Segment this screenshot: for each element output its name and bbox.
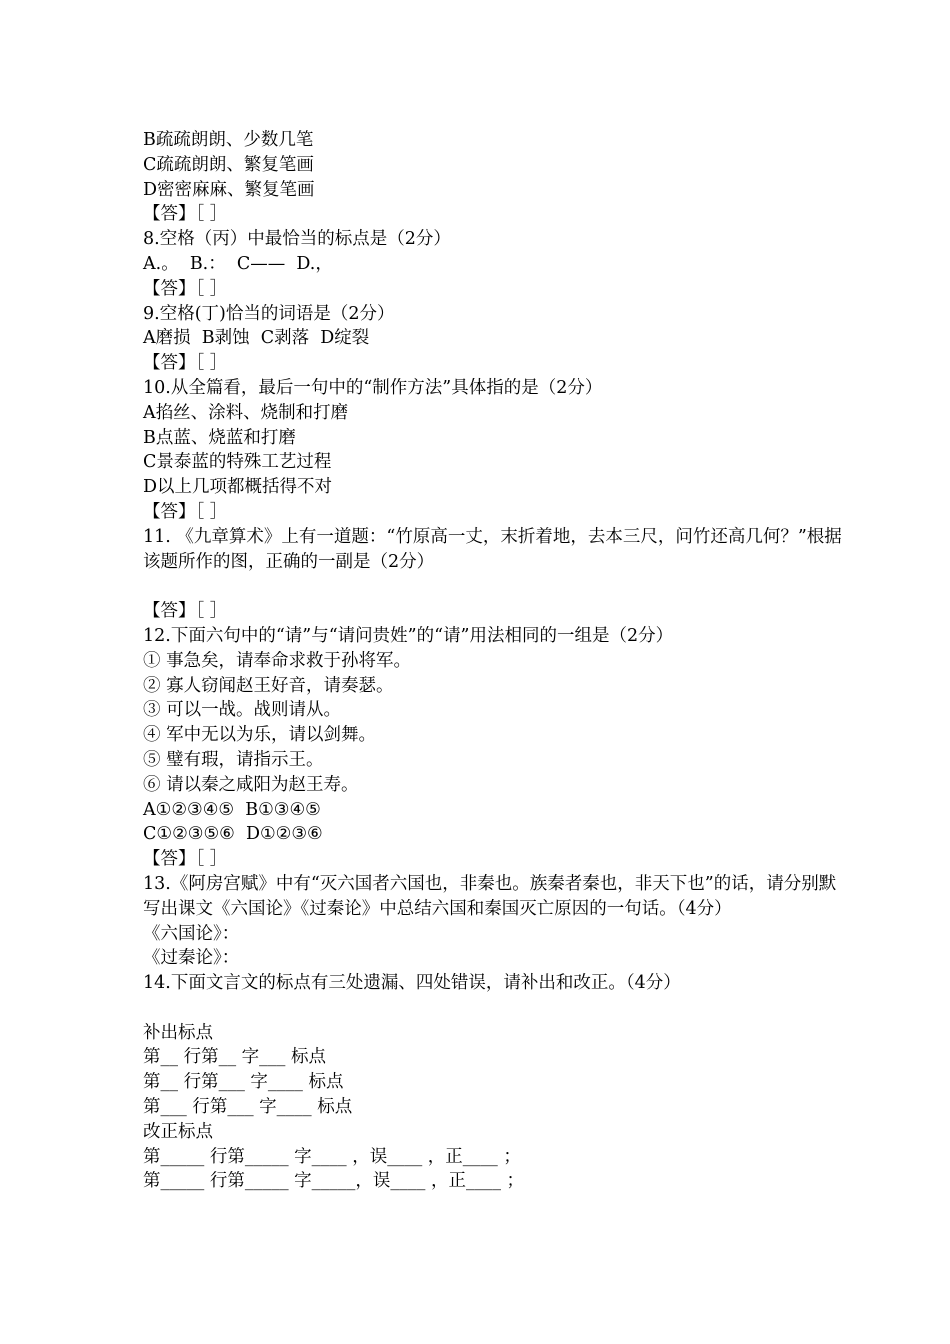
q12-options-ab: A①②③④⑤ B①③④⑤ xyxy=(143,799,321,820)
q14-passage-space xyxy=(143,996,843,1021)
q7-option-c: C疏疏朗朗、繁复笔画 xyxy=(143,154,314,175)
q12-stem: 12.下面六句中的“请”与“请问贵姓”的“请”用法相同的一组是（2分） xyxy=(143,625,674,646)
q9-answer: 【答】［ ］ xyxy=(143,353,228,374)
q12-sentence: ⑤ 璧有瑕，请指示王。 xyxy=(143,749,324,770)
q8-answer: 【答】［ ］ xyxy=(143,278,228,299)
q12-sentence: ① 事急矣，请奉命求救于孙将军。 xyxy=(143,650,412,671)
q7-option-d: D密密麻麻、繁复笔画 xyxy=(143,179,315,200)
q14-add-line: 第__ 行第__ 字___ 标点 xyxy=(143,1047,326,1068)
q10-answer: 【答】［ ］ xyxy=(143,501,228,522)
q12-sentence: ③ 可以一战。战则请从。 xyxy=(143,700,342,721)
q8-options: A.。 B.： C—— D.， xyxy=(143,253,333,274)
q12-answer: 【答】［ ］ xyxy=(143,849,228,870)
q9-stem: 9.空格(丁)恰当的词语是（2分） xyxy=(143,303,395,324)
q14-fix-line: 第_____ 行第_____ 字_____，误____ ，正____ ； xyxy=(143,1171,525,1192)
q13-liuguo-field: 《六国论》： xyxy=(143,923,240,944)
q7-option-b: B疏疏朗朗、少数几笔 xyxy=(143,130,314,150)
q11-stem: 11. 《九章算术》上有一道题：“竹原高一丈，末折着地，去本三尺，问竹还高几何？”根据该题所作的图，正确的一副是（2分） xyxy=(143,526,842,572)
q14-add-title: 补出标点 xyxy=(143,1022,213,1043)
q14-fix-title: 改正标点 xyxy=(143,1121,213,1142)
q13-guoqin-field: 《过秦论》： xyxy=(143,948,240,969)
q10-option-c: C景泰蓝的特殊工艺过程 xyxy=(143,452,332,473)
q14-fix-line: 第_____ 行第_____ 字____ ，误____ ，正____ ； xyxy=(143,1146,521,1167)
exam-page xyxy=(143,128,843,1194)
q11-figure-space xyxy=(143,574,843,599)
q11-answer: 【答】［ ］ xyxy=(143,601,228,622)
q9-options: A磨损 B剥蚀 C剥落 D绽裂 xyxy=(143,328,370,349)
q14-stem: 14.下面文言文的标点有三处遗漏、四处错误，请补出和改正。（4分） xyxy=(143,973,681,994)
q10-option-a: A掐丝、涂料、烧制和打磨 xyxy=(143,402,349,423)
q8-stem: 8.空格（丙）中最恰当的标点是（2分） xyxy=(143,229,451,250)
q10-option-d: D以上几项都概括得不对 xyxy=(143,477,333,498)
q12-sentence: ④ 军中无以为乐，请以剑舞。 xyxy=(143,725,377,746)
q13-stem: 13.《阿房宫赋》中有“灭六国者六国也，非秦也。族秦者秦也，非天下也”的话，请分别默写出课文《六国论》《过秦论》中总结六国和秦国灭亡原因的一句话。（4分） xyxy=(143,873,837,919)
q10-stem: 10.从全篇看，最后一句中的“制作方法”具体指的是（2分） xyxy=(143,377,603,398)
q12-options-cd: C①②③⑤⑥ D①②③⑥ xyxy=(143,824,323,845)
q7-answer: 【答】［ ］ xyxy=(143,204,228,225)
q14-add-line: 第___ 行第___ 字____ 标点 xyxy=(143,1097,353,1118)
q12-sentence: ⑥ 请以秦之咸阳为赵王寿。 xyxy=(143,774,359,795)
q10-option-b: B点蓝、烧蓝和打磨 xyxy=(143,427,296,448)
q14-add-line: 第__ 行第___ 字____ 标点 xyxy=(143,1072,344,1093)
q12-sentence: ② 寡人窃闻赵王好音，请奏瑟。 xyxy=(143,675,394,696)
